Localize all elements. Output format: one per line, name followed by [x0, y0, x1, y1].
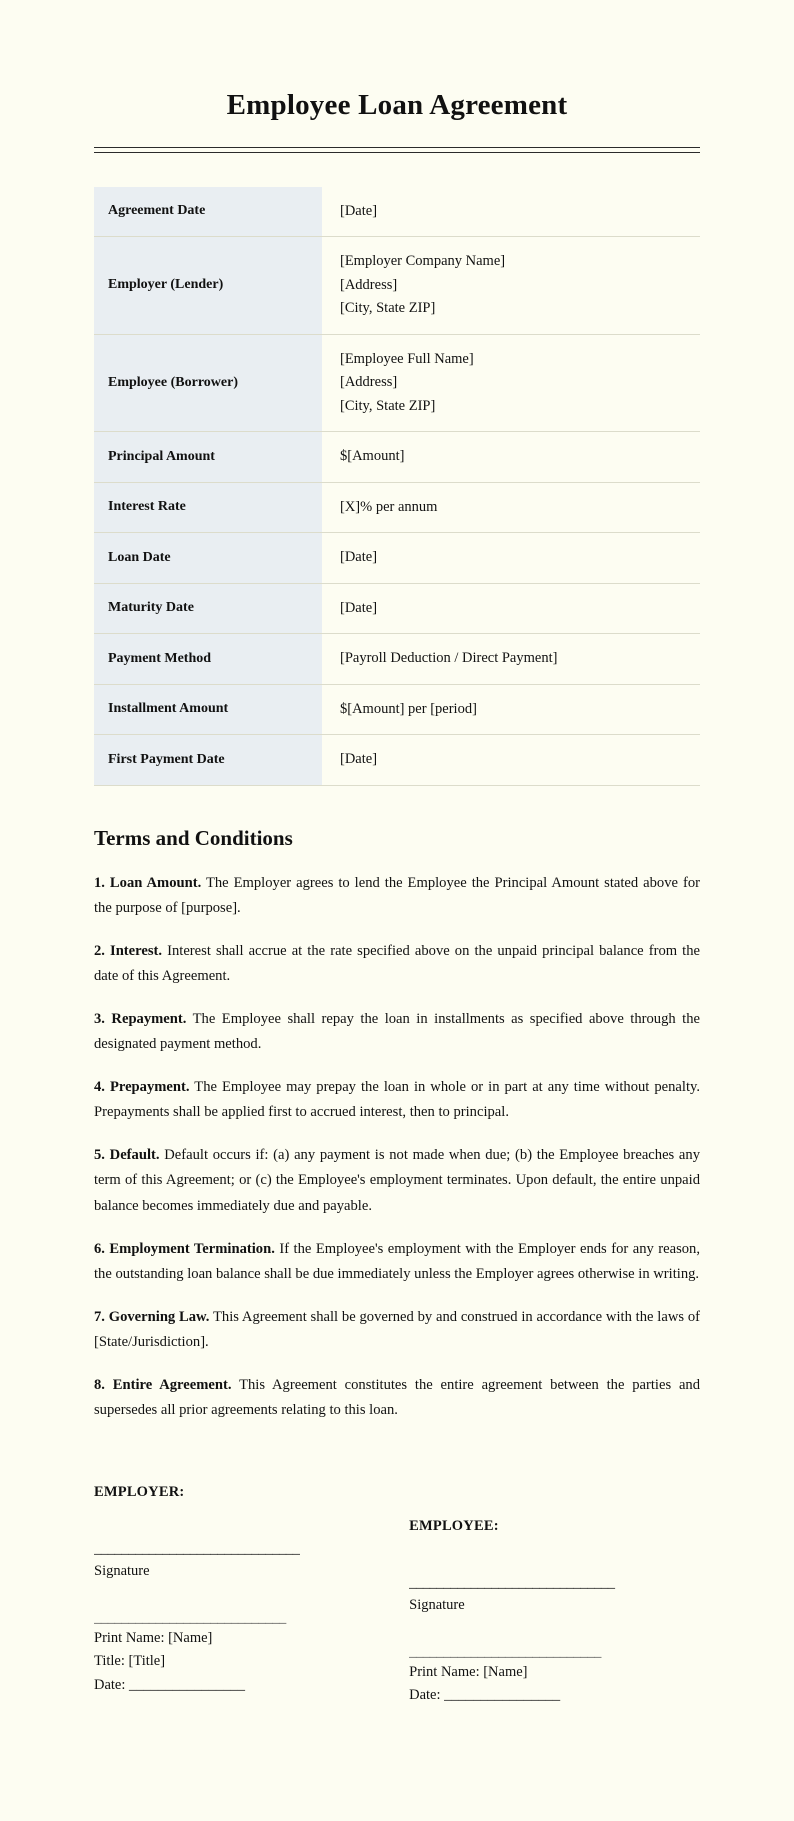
- table-row-label: Installment Amount: [94, 684, 322, 734]
- employee-signature-line[interactable]: ______________________________: [409, 1574, 615, 1591]
- table-row: [94, 684, 700, 734]
- table-row-value: [322, 684, 700, 734]
- table-row-label: Loan Date: [94, 533, 322, 583]
- employer-title: Title: [Title]: [94, 1653, 166, 1670]
- terms-clause: [94, 871, 700, 921]
- table-row-value-line: [Date]: [340, 202, 378, 219]
- terms-clause: [94, 1143, 700, 1218]
- terms-clause-body: Interest shall accrue at the rate specified above on the unpaid principal balance from the date of this Agreement.: [94, 942, 700, 984]
- table-row-value: [322, 735, 700, 785]
- table-row-value-line: [City, State ZIP]: [340, 300, 436, 317]
- table-row-value: [322, 187, 700, 237]
- terms-clause-lead: 7. Governing Law.: [94, 1308, 210, 1325]
- table-row: [94, 583, 700, 633]
- table-row: [94, 432, 700, 482]
- employee-signature-label: Signature: [409, 1597, 465, 1614]
- table-row-value-line: [Date]: [340, 751, 378, 768]
- terms-clause: [94, 939, 700, 989]
- terms-clause-lead: 5. Default.: [94, 1147, 160, 1164]
- terms-clause: [94, 1075, 700, 1125]
- table-row-value: [322, 583, 700, 633]
- table-row-label: Interest Rate: [94, 482, 322, 532]
- terms-clauses: [94, 871, 700, 1424]
- signature-block: [94, 1481, 700, 1721]
- employer-signature-label: Signature: [94, 1563, 150, 1580]
- table-row: [94, 237, 700, 334]
- table-row-label: Agreement Date: [94, 187, 322, 237]
- employer-print-name: Print Name: [Name]: [94, 1629, 213, 1646]
- terms-clause: [94, 1237, 700, 1287]
- terms-clause-lead: 8. Entire Agreement.: [94, 1376, 232, 1393]
- employee-print-name: Print Name: [Name]: [409, 1663, 528, 1680]
- table-row-label: First Payment Date: [94, 735, 322, 785]
- table-row-value: [322, 634, 700, 684]
- table-row-value: [322, 533, 700, 583]
- employer-print-name-line[interactable]: ____________________________: [94, 1609, 286, 1626]
- terms-clause: [94, 1305, 700, 1355]
- table-row-value-line: [Address]: [340, 374, 398, 391]
- employer-signature-line[interactable]: ______________________________: [94, 1540, 300, 1557]
- terms-clause-body: Default occurs if: (a) any payment is not made when due; (b) the Employee breaches any term of this Agreement; or (c) the Employee's employment terminates. Upon default, the entire unpaid balance becomes immediately due and payable.: [94, 1147, 700, 1214]
- table-row-value: [322, 482, 700, 532]
- table-row: [94, 533, 700, 583]
- terms-clause-lead: 1. Loan Amount.: [94, 874, 202, 891]
- table-row-value-line: $[Amount]: [340, 448, 405, 465]
- employee-date[interactable]: Date: ________________: [409, 1687, 561, 1704]
- table-row-value-line: [Payroll Deduction / Direct Payment]: [340, 650, 558, 667]
- employee-print-name-line[interactable]: ____________________________: [409, 1643, 601, 1660]
- terms-clause-lead: 4. Prepayment.: [94, 1079, 190, 1096]
- table-row: [94, 187, 700, 237]
- terms-clause-body: If the Employee's employment with the Employer ends for any reason, the outstanding loan balance shall be due immediately unless the Employer agrees otherwise in writing.: [94, 1240, 700, 1282]
- table-row: [94, 634, 700, 684]
- table-row-value-line: [Employer Company Name]: [340, 253, 506, 270]
- table-row-label: Employer (Lender): [94, 237, 322, 334]
- terms-clause-lead: 2. Interest.: [94, 942, 163, 959]
- terms-clause-body: This Agreement shall be governed by and construed in accordance with the laws of [State/Jurisdiction].: [94, 1308, 700, 1350]
- table-row: [94, 482, 700, 532]
- table-row-label: Payment Method: [94, 634, 322, 684]
- table-row: [94, 735, 700, 785]
- table-row-value-line: [Address]: [340, 276, 398, 293]
- table-row-value: [322, 432, 700, 482]
- terms-clause-lead: 6. Employment Termination.: [94, 1240, 275, 1257]
- table-row-value-line: $[Amount] per [period]: [340, 700, 477, 717]
- table-row-value: [322, 237, 700, 334]
- terms-clause-lead: 3. Repayment.: [94, 1010, 187, 1027]
- table-row-value-line: [Date]: [340, 549, 378, 566]
- terms-heading: Terms and Conditions: [94, 825, 293, 850]
- table-row: [94, 334, 700, 431]
- employer-party-label: EMPLOYER:: [94, 1484, 185, 1501]
- table-row-value-line: [Date]: [340, 599, 378, 616]
- terms-clause: [94, 1373, 700, 1423]
- table-row-value-line: [City, State ZIP]: [340, 397, 436, 414]
- terms-clause-body: The Employer agrees to lend the Employee the Principal Amount stated above for the purpose of [purpose].: [94, 874, 700, 916]
- employer-date[interactable]: Date: ________________: [94, 1676, 246, 1693]
- table-row-label: Principal Amount: [94, 432, 322, 482]
- table-row-value-line: [Employee Full Name]: [340, 350, 474, 367]
- terms-clause-body: This Agreement constitutes the entire agreement between the parties and supersedes all prior agreements relating to this loan.: [94, 1376, 701, 1419]
- employee-signature-column: [409, 1481, 700, 1708]
- table-row-value: [322, 334, 700, 431]
- terms-clause-body: The Employee shall repay the loan in installments as specified above through the designated payment method.: [94, 1010, 700, 1053]
- title-divider: [94, 147, 700, 153]
- table-row-value-line: [X]% per annum: [340, 498, 438, 515]
- table-row-label: Maturity Date: [94, 583, 322, 633]
- loan-details-table: [94, 187, 700, 786]
- terms-clause-body: The Employee may prepay the loan in whole or in part at any time without penalty. Prepayments shall be applied first to accrued interest, then to principal.: [94, 1079, 701, 1121]
- employer-signature-column: [94, 1481, 385, 1697]
- employee-party-label: EMPLOYEE:: [409, 1518, 499, 1535]
- terms-clause: [94, 1007, 700, 1057]
- page-title: Employee Loan Agreement: [226, 89, 568, 121]
- table-row-label: Employee (Borrower): [94, 334, 322, 431]
